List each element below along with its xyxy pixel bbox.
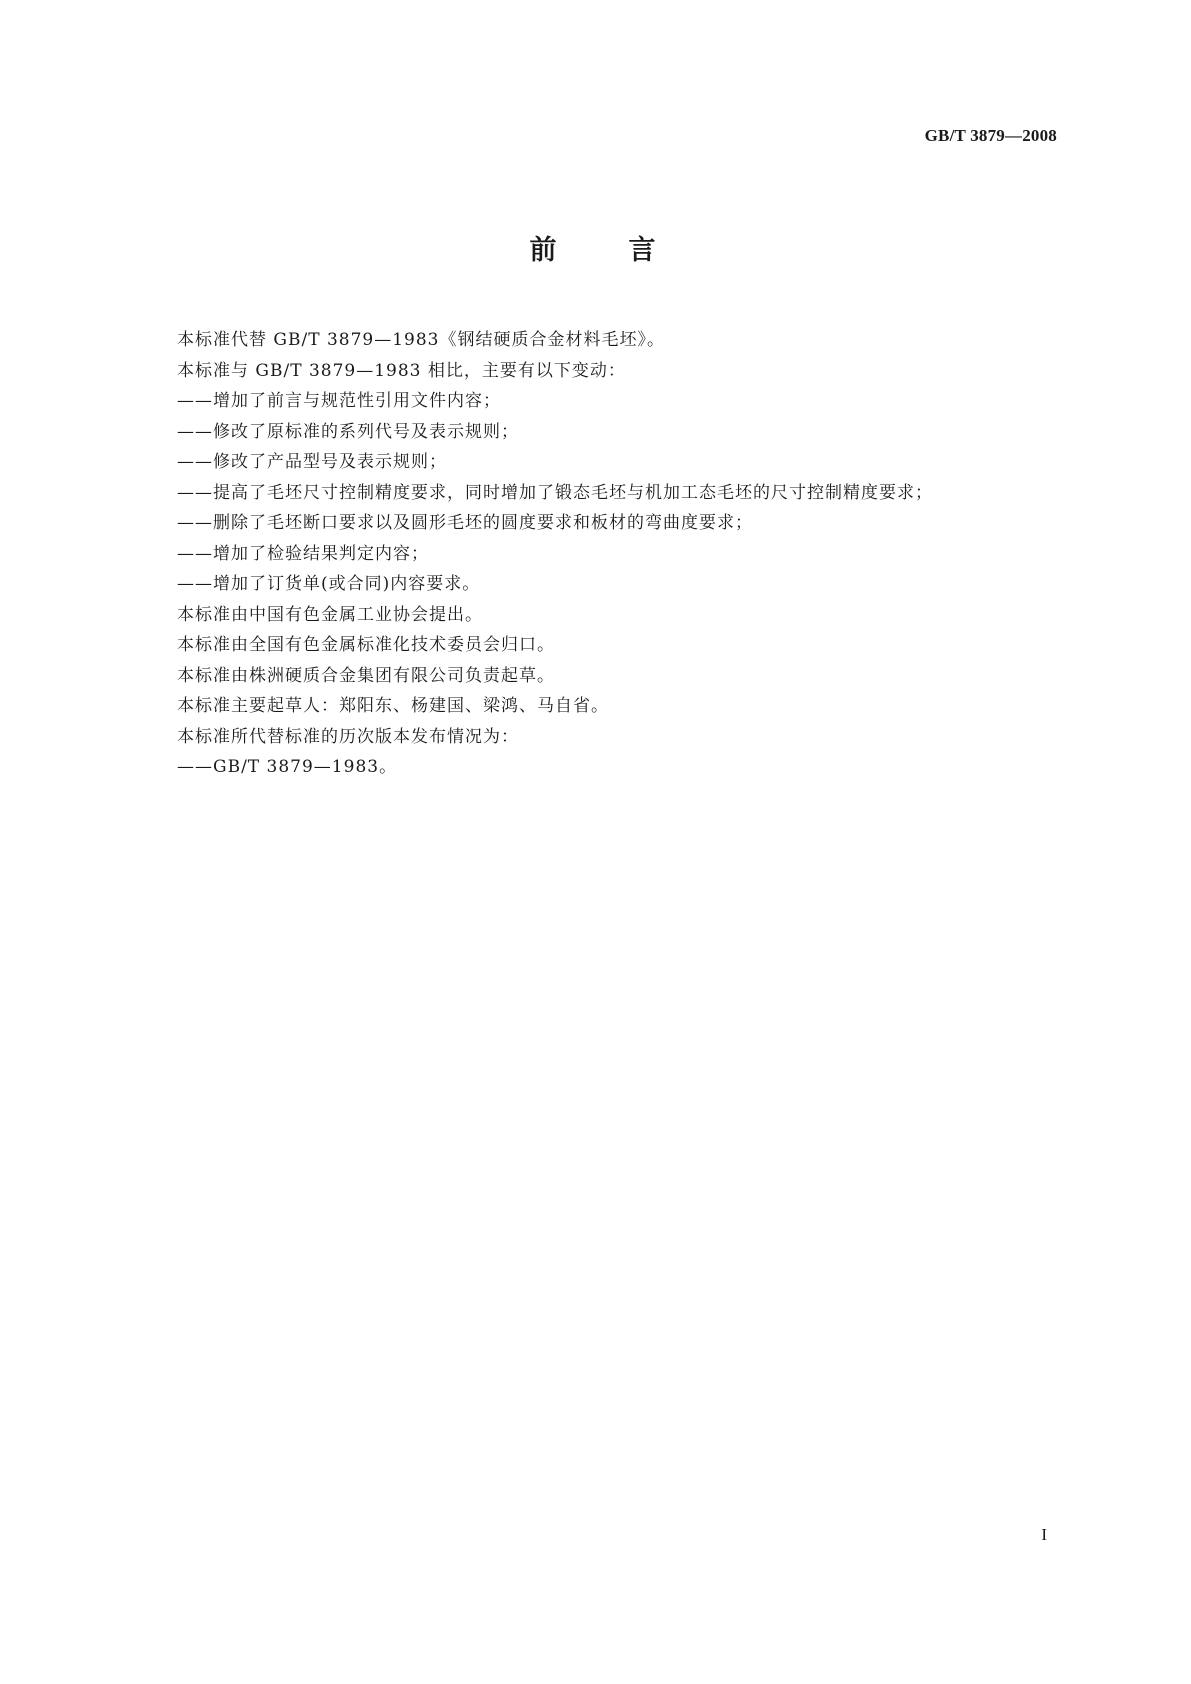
change-item: ——增加了检验结果判定内容； [177, 543, 429, 564]
previous-version-item: ——GB/T 3879—1983。 [177, 757, 398, 777]
change-item: ——修改了产品型号及表示规则； [177, 452, 447, 472]
change-item: ——修改了原标准的系列代号及表示规则； [177, 421, 519, 442]
change-item: ——提高了毛坯尺寸控制精度要求，同时增加了锻态毛坯与机加工态毛坯的尺寸控制精度要求； [177, 482, 933, 503]
preface-line: 本标准由全国有色金属标准化技术委员会归口。 [177, 635, 555, 655]
preface-line: 本标准由中国有色金属工业协会提出。 [177, 604, 483, 625]
page-number: I [1041, 1525, 1047, 1544]
change-item: ——增加了前言与规范性引用文件内容； [177, 391, 501, 411]
preface-body [177, 325, 1097, 783]
page-title: 前 言 [529, 235, 662, 266]
preface-line: 本标准主要起草人：郑阳东、杨建国、梁鸿、马自省。 [177, 696, 609, 716]
change-item: ——删除了毛坯断口要求以及圆形毛坯的圆度要求和板材的弯曲度要求； [177, 513, 753, 533]
standard-code: GB/T 3879—2008 [924, 126, 1057, 145]
preface-line: 本标准所代替标准的历次版本发布情况为： [177, 726, 519, 747]
change-item: ——增加了订货单(或合同)内容要求。 [177, 574, 481, 594]
preface-line: 本标准与 GB/T 3879—1983 相比，主要有以下变动： [177, 360, 626, 381]
preface-line: 本标准由株洲硬质合金集团有限公司负责起草。 [177, 665, 555, 686]
preface-line: 本标准代替 GB/T 3879—1983《钢结硬质合金材料毛坯》。 [177, 330, 665, 350]
